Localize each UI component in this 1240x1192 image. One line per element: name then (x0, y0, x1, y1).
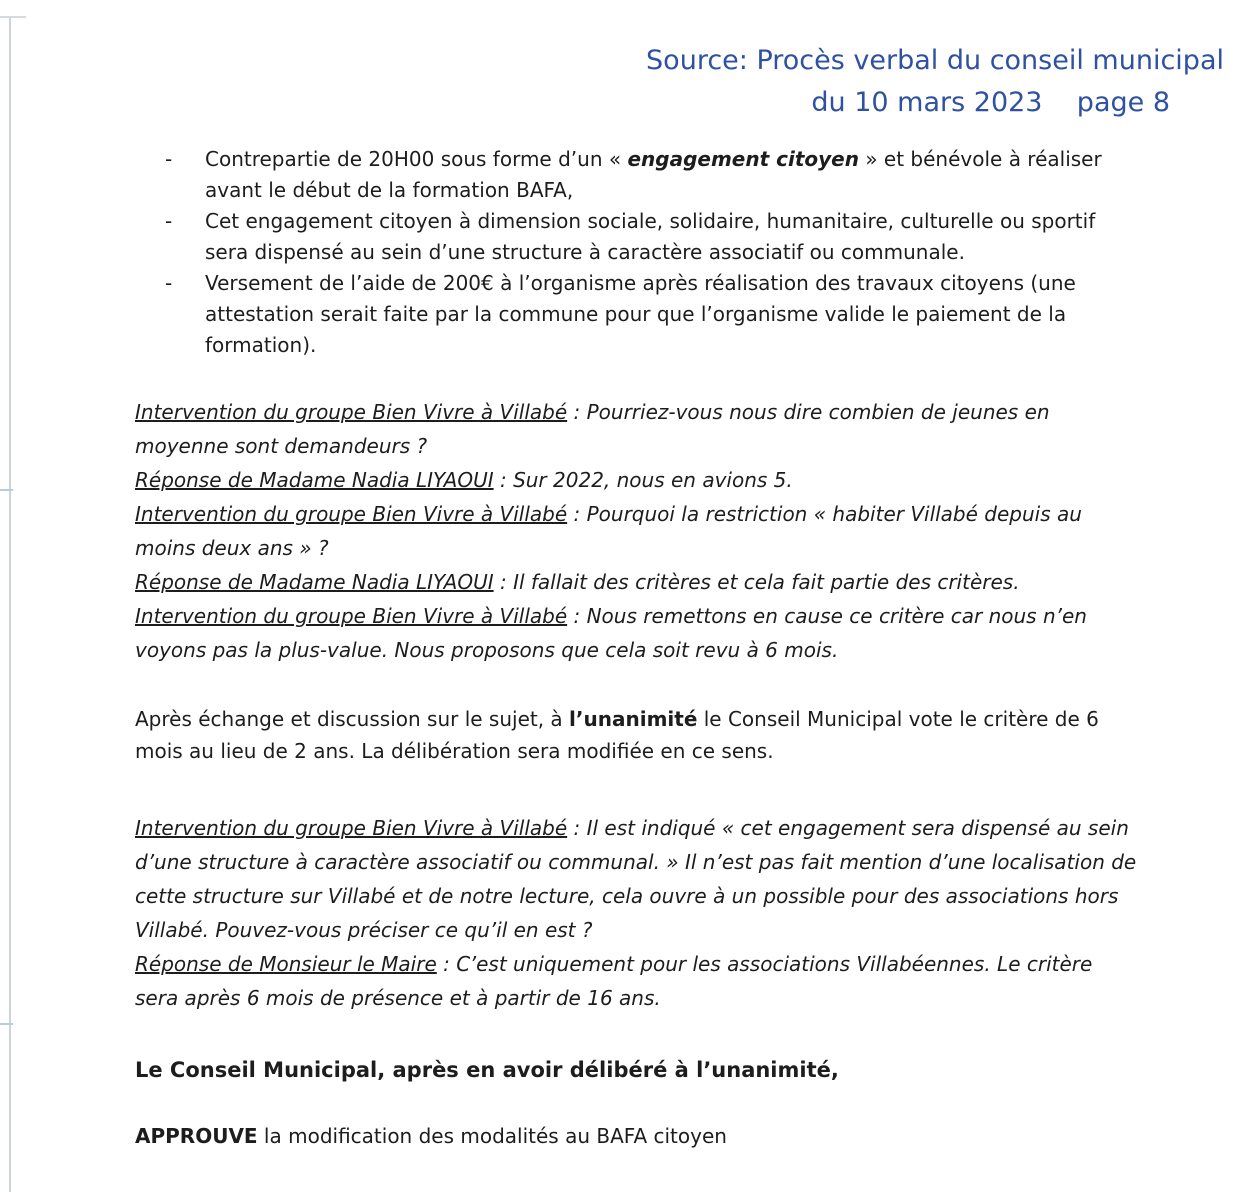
dialogue-text: : Pourquoi la restriction « habiter Villabé depuis au moins deux ans » ? (135, 502, 1082, 560)
bullet-dash: - (165, 147, 173, 171)
dialogue-paragraph (135, 497, 1137, 565)
decision-paragraph (135, 703, 1137, 767)
response-lead: Réponse de Madame Nadia LIYAOUI (135, 468, 494, 492)
unanimity-bold: l’unanimité (569, 707, 698, 731)
bullet-dash: - (165, 209, 173, 233)
emphasized-phrase: engagement citoyen (627, 147, 859, 171)
source-header-line2: du 10 mars 2023 page 8 (811, 87, 1170, 118)
paragraph-segment: Contrepartie de 20H00 sous forme d’un « (205, 147, 628, 171)
decision-text (135, 703, 1137, 767)
paragraph-segment: » et bénévole à réaliser avant le début de la formation BAFA, (205, 147, 1102, 202)
dialogue-paragraph (135, 599, 1137, 667)
dialogue-text: : Nous remettons en cause ce critère car nous n’en voyons pas la plus-value. Nous proposons que cela soit revu à 6 mois. (135, 604, 1087, 662)
bullet-item (135, 268, 1137, 361)
approve-keyword: APPROUVE (135, 1124, 258, 1148)
deliberation-heading: Le Conseil Municipal, après en avoir délibéré à l’unanimité, (135, 1058, 839, 1082)
bullet-text (205, 147, 1102, 202)
response-lead: Réponse de Madame Nadia LIYAOUI (135, 570, 494, 594)
scan-artifact-line-1 (0, 489, 13, 491)
intervention-lead: Intervention du groupe Bien Vivre à Villabé (135, 400, 568, 424)
approve-paragraph (135, 1121, 1137, 1151)
dialogue-paragraph (135, 565, 1137, 599)
bullet-list (135, 144, 1137, 361)
paragraph-segment: Après échange et discussion sur le sujet, à (135, 707, 570, 731)
bullet-item (135, 144, 1137, 206)
scan-edge-vertical-line (9, 16, 11, 1192)
response-lead: Réponse de Monsieur le Maire (135, 952, 437, 976)
dialogue-text: : C’est uniquement pour les associations Villabéennes. Le critère sera après 6 mois de présence et à partir de 16 ans. (135, 952, 1093, 1010)
approve-text: la modification des modalités au BAFA citoyen (257, 1124, 727, 1148)
bullet-text: Versement de l’aide de 200€ à l’organisme après réalisation des travaux citoyens (une attestation serait faite par la commune pour que l’organisme valide le paiement de la formation). (205, 271, 1076, 357)
dialogue-paragraph (135, 947, 1137, 1015)
scan-edge-top-line (0, 16, 26, 18)
bullet-text: Cet engagement citoyen à dimension sociale, solidaire, humanitaire, culturelle ou sportif sera dispensé au sein d’une structure à caractère associatif ou communale. (205, 209, 1096, 264)
dialogue-text: : Sur 2022, nous en avions 5. (493, 468, 793, 492)
source-header (646, 40, 1224, 124)
dialogue-block-1 (135, 395, 1137, 667)
dialogue-text: : Pourriez-vous nous dire combien de jeunes en moyenne sont demandeurs ? (135, 400, 1050, 458)
dialogue-text: : Il fallait des critères et cela fait partie des critères. (493, 570, 1020, 594)
bullet-dash: - (165, 271, 173, 295)
dialogue-paragraph (135, 811, 1137, 947)
dialogue-block-2 (135, 811, 1137, 1015)
dialogue-paragraph (135, 395, 1137, 463)
source-header-line1: Source: Procès verbal du conseil municipal (646, 45, 1224, 76)
intervention-lead: Intervention du groupe Bien Vivre à Villabé (135, 502, 568, 526)
dialogue-text: : Il est indiqué « cet engagement sera dispensé au sein d’une structure à caractère associatif ou communal. » Il n’est pas fait mention d’une localisation de cette structure sur Villabé et de notre lecture, cela ouvre à un possible pour des associations hors Villabé. Pouvez-vous préciser ce qu’il en est ? (135, 816, 1137, 942)
intervention-lead: Intervention du groupe Bien Vivre à Villabé (135, 816, 568, 840)
document-body (135, 144, 1137, 1151)
paragraph-segment: le Conseil Municipal vote le critère de 6 mois au lieu de 2 ans. La délibération sera modifiée en ce sens. (135, 707, 1099, 763)
bullet-item (135, 206, 1137, 268)
dialogue-paragraph (135, 463, 1137, 497)
scan-artifact-line-2 (0, 1023, 13, 1025)
intervention-lead: Intervention du groupe Bien Vivre à Villabé (135, 604, 568, 628)
